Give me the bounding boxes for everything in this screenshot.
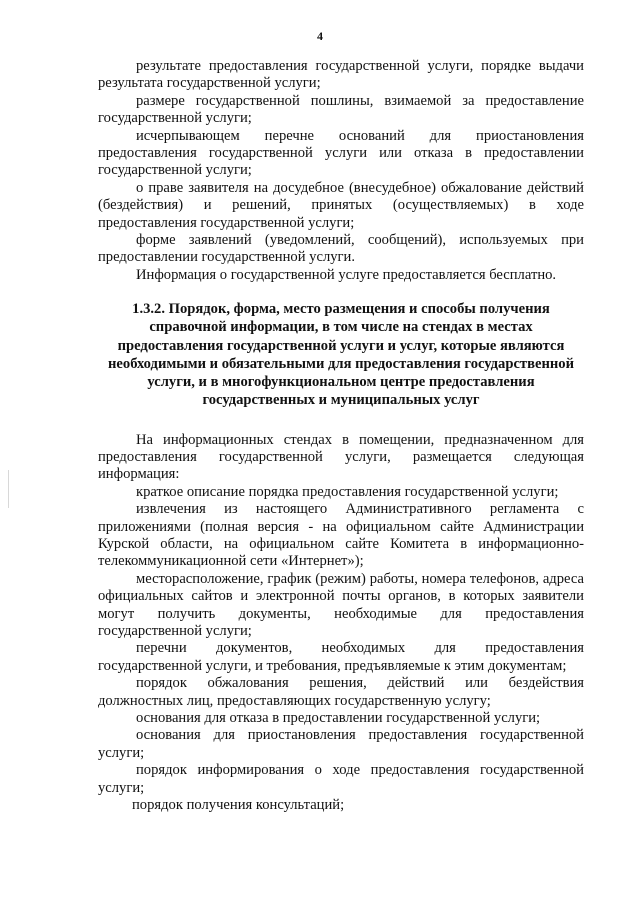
paragraph: основания для приостановления предоставления государственной услуги; <box>98 727 584 761</box>
page-number: 4 <box>317 29 323 43</box>
paragraph: порядок получения консультаций; <box>132 797 345 814</box>
scan-margin-mark <box>8 470 9 508</box>
paragraph: форме заявлений (уведомлений, сообщений), используемых при предоставлении государственной услуги. <box>98 232 584 266</box>
paragraph: основания для отказа в предоставлении государственной услуги; <box>136 710 541 726</box>
paragraph: результате предоставления государственной услуги, порядке выдачи результата государственной услуги; <box>98 58 584 92</box>
document-body <box>98 58 584 814</box>
paragraph: краткое описание порядка предоставления государственной услуги; <box>136 483 559 500</box>
paragraph: порядок обжалования решения, действий или бездействия должностных лиц, предоставляющих государственную услугу; <box>98 675 584 709</box>
spacer <box>98 410 584 432</box>
paragraph: о праве заявителя на досудебное (внесудебное) обжалование действий (бездействия) и решений, принятых (осуществляемых) в ходе предоставления государственной услуги; <box>98 179 584 231</box>
paragraph: порядок информирования о ходе предоставления государственной услуги; <box>98 762 584 796</box>
paragraph: перечни документов, необходимых для предоставления государственной услуги, и требования, предъявляемые к этим документам; <box>98 640 584 674</box>
paragraph: извлечения из настоящего Административного регламента с приложениями (полная версия - на официальном сайте Администрации Курской области, на официальном сайте Комитета в информационно-телекоммуникационной сети «Интернет»); <box>98 501 584 570</box>
paragraph: На информационных стендах в помещении, предназначенном для предоставления государственной услуги, размещается следующая информация: <box>98 431 584 483</box>
paragraph: месторасположение, график (режим) работы, номера телефонов, адреса официальных сайтов и электронной почты органов, в которых заявители могут получить документы, необходимые для предоставления государственной услуги; <box>98 570 584 639</box>
paragraph: Информация о государственной услуге предоставляется бесплатно. <box>136 266 557 283</box>
paragraph: размере государственной пошлины, взимаемой за предоставление государственной услуги; <box>98 92 584 127</box>
section-heading: 1.3.2. Порядок, форма, место размещения и способы получения справочной информации, в том числе на стендах в местах предоставления государственной услуги и услуг, которые являются необходимыми и обязательными для предоставления государственной услуги, и в многофункциональном центре предоставления государственных и муниципальных услуг <box>108 301 574 409</box>
paragraph: исчерпывающем перечне оснований для приостановления предоставления государственной услуги или отказа в предоставлении государственной услуги; <box>98 127 584 179</box>
